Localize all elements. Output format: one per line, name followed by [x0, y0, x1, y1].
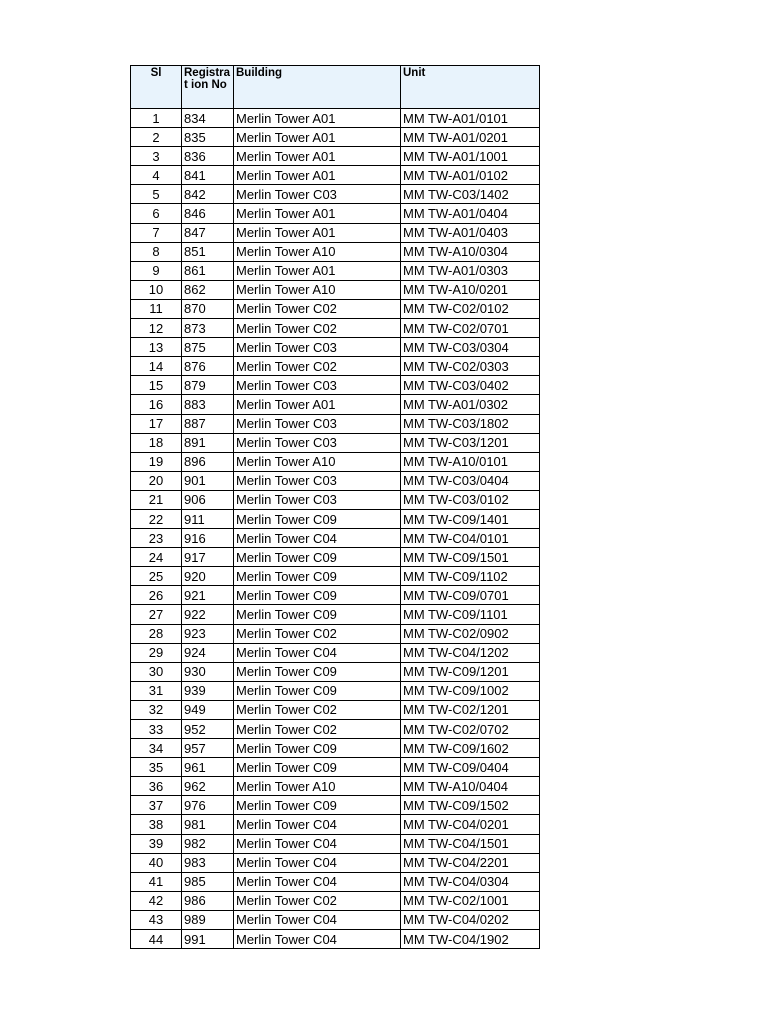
cell-sl: 33	[131, 720, 182, 739]
cell-building: Merlin Tower C02	[234, 319, 401, 338]
table-row	[131, 605, 540, 624]
cell-unit: MM TW-C02/0303	[401, 357, 540, 376]
cell-building: Merlin Tower C09	[234, 739, 401, 758]
table-row	[131, 739, 540, 758]
cell-building: Merlin Tower C09	[234, 509, 401, 528]
cell-unit: MM TW-A01/0404	[401, 204, 540, 223]
cell-unit: MM TW-C04/2201	[401, 853, 540, 872]
cell-building: Merlin Tower A10	[234, 242, 401, 261]
cell-sl: 8	[131, 242, 182, 261]
table-row	[131, 414, 540, 433]
cell-sl: 2	[131, 128, 182, 147]
cell-sl: 13	[131, 338, 182, 357]
cell-registration-no: 906	[182, 490, 234, 509]
cell-registration-no: 887	[182, 414, 234, 433]
cell-building: Merlin Tower C03	[234, 376, 401, 395]
cell-building: Merlin Tower C03	[234, 185, 401, 204]
cell-unit: MM TW-A10/0101	[401, 452, 540, 471]
table-row	[131, 452, 540, 471]
table-row	[131, 700, 540, 719]
cell-registration-no: 939	[182, 681, 234, 700]
cell-registration-no: 911	[182, 509, 234, 528]
cell-unit: MM TW-C04/0201	[401, 815, 540, 834]
cell-building: Merlin Tower C04	[234, 834, 401, 853]
table-row	[131, 586, 540, 605]
cell-sl: 4	[131, 166, 182, 185]
cell-sl: 37	[131, 796, 182, 815]
table-row	[131, 777, 540, 796]
cell-registration-no: 901	[182, 471, 234, 490]
table-row	[131, 261, 540, 280]
table-row	[131, 109, 540, 128]
cell-building: Merlin Tower A01	[234, 204, 401, 223]
cell-registration-no: 921	[182, 586, 234, 605]
table-row	[131, 204, 540, 223]
cell-unit: MM TW-A01/0201	[401, 128, 540, 147]
cell-sl: 25	[131, 567, 182, 586]
cell-building: Merlin Tower A01	[234, 109, 401, 128]
cell-building: Merlin Tower A01	[234, 395, 401, 414]
cell-unit: MM TW-A01/0101	[401, 109, 540, 128]
cell-building: Merlin Tower C04	[234, 853, 401, 872]
cell-sl: 42	[131, 891, 182, 910]
table-row	[131, 930, 540, 949]
cell-building: Merlin Tower C09	[234, 681, 401, 700]
cell-sl: 3	[131, 147, 182, 166]
cell-unit: MM TW-C04/0202	[401, 910, 540, 929]
cell-sl: 6	[131, 204, 182, 223]
cell-unit: MM TW-C03/1201	[401, 433, 540, 452]
cell-sl: 15	[131, 376, 182, 395]
cell-building: Merlin Tower C04	[234, 815, 401, 834]
cell-registration-no: 983	[182, 853, 234, 872]
cell-registration-no: 981	[182, 815, 234, 834]
cell-sl: 11	[131, 299, 182, 318]
table-row	[131, 147, 540, 166]
cell-unit: MM TW-C04/1202	[401, 643, 540, 662]
cell-unit: MM TW-C09/1101	[401, 605, 540, 624]
cell-building: Merlin Tower A01	[234, 166, 401, 185]
cell-sl: 28	[131, 624, 182, 643]
cell-registration-no: 891	[182, 433, 234, 452]
table-row	[131, 758, 540, 777]
cell-sl: 12	[131, 319, 182, 338]
cell-building: Merlin Tower A10	[234, 777, 401, 796]
table-row	[131, 223, 540, 242]
cell-registration-no: 834	[182, 109, 234, 128]
cell-sl: 40	[131, 853, 182, 872]
cell-building: Merlin Tower C03	[234, 490, 401, 509]
cell-unit: MM TW-A01/0302	[401, 395, 540, 414]
cell-registration-no: 836	[182, 147, 234, 166]
cell-building: Merlin Tower C09	[234, 567, 401, 586]
cell-registration-no: 991	[182, 930, 234, 949]
cell-registration-no: 957	[182, 739, 234, 758]
cell-unit: MM TW-C02/1201	[401, 700, 540, 719]
table-row	[131, 166, 540, 185]
header-building: Building	[234, 66, 401, 109]
cell-sl: 24	[131, 548, 182, 567]
cell-unit: MM TW-C04/1501	[401, 834, 540, 853]
cell-unit: MM TW-C02/0902	[401, 624, 540, 643]
cell-building: Merlin Tower C03	[234, 414, 401, 433]
cell-building: Merlin Tower C09	[234, 796, 401, 815]
cell-unit: MM TW-A01/1001	[401, 147, 540, 166]
cell-registration-no: 976	[182, 796, 234, 815]
cell-building: Merlin Tower C02	[234, 891, 401, 910]
table-row	[131, 681, 540, 700]
cell-sl: 21	[131, 490, 182, 509]
cell-building: Merlin Tower A01	[234, 223, 401, 242]
cell-sl: 10	[131, 280, 182, 299]
cell-sl: 1	[131, 109, 182, 128]
cell-building: Merlin Tower C03	[234, 433, 401, 452]
header-unit: Unit	[401, 66, 540, 109]
cell-sl: 19	[131, 452, 182, 471]
cell-building: Merlin Tower A01	[234, 128, 401, 147]
table-row	[131, 662, 540, 681]
cell-sl: 27	[131, 605, 182, 624]
cell-building: Merlin Tower C02	[234, 720, 401, 739]
table-row	[131, 433, 540, 452]
cell-sl: 34	[131, 739, 182, 758]
table-row	[131, 128, 540, 147]
cell-registration-no: 930	[182, 662, 234, 681]
cell-sl: 44	[131, 930, 182, 949]
header-row	[131, 66, 540, 109]
cell-sl: 36	[131, 777, 182, 796]
cell-building: Merlin Tower C09	[234, 662, 401, 681]
cell-building: Merlin Tower C09	[234, 758, 401, 777]
cell-unit: MM TW-A10/0404	[401, 777, 540, 796]
cell-sl: 22	[131, 509, 182, 528]
cell-unit: MM TW-C04/1902	[401, 930, 540, 949]
cell-registration-no: 896	[182, 452, 234, 471]
cell-building: Merlin Tower C04	[234, 872, 401, 891]
header-registration-no: Registrat ion No	[182, 66, 234, 109]
cell-building: Merlin Tower C04	[234, 930, 401, 949]
cell-sl: 26	[131, 586, 182, 605]
cell-sl: 38	[131, 815, 182, 834]
cell-sl: 23	[131, 529, 182, 548]
cell-sl: 18	[131, 433, 182, 452]
cell-sl: 9	[131, 261, 182, 280]
cell-building: Merlin Tower A01	[234, 147, 401, 166]
cell-sl: 39	[131, 834, 182, 853]
cell-unit: MM TW-C09/1502	[401, 796, 540, 815]
cell-sl: 14	[131, 357, 182, 376]
cell-unit: MM TW-C03/0404	[401, 471, 540, 490]
cell-unit: MM TW-C02/0702	[401, 720, 540, 739]
cell-sl: 5	[131, 185, 182, 204]
table-row	[131, 338, 540, 357]
table-row	[131, 624, 540, 643]
cell-sl: 32	[131, 700, 182, 719]
table-body	[131, 109, 540, 949]
cell-building: Merlin Tower C02	[234, 299, 401, 318]
cell-sl: 35	[131, 758, 182, 777]
table-row	[131, 529, 540, 548]
cell-sl: 31	[131, 681, 182, 700]
cell-registration-no: 847	[182, 223, 234, 242]
cell-registration-no: 835	[182, 128, 234, 147]
cell-unit: MM TW-A01/0303	[401, 261, 540, 280]
table-row	[131, 319, 540, 338]
cell-unit: MM TW-C02/1001	[401, 891, 540, 910]
cell-building: Merlin Tower A10	[234, 452, 401, 471]
cell-building: Merlin Tower C02	[234, 357, 401, 376]
table-row	[131, 643, 540, 662]
cell-registration-no: 985	[182, 872, 234, 891]
cell-building: Merlin Tower A01	[234, 261, 401, 280]
cell-unit: MM TW-A01/0403	[401, 223, 540, 242]
table-row	[131, 242, 540, 261]
cell-unit: MM TW-C09/1102	[401, 567, 540, 586]
cell-building: Merlin Tower C03	[234, 471, 401, 490]
cell-registration-no: 851	[182, 242, 234, 261]
table-row	[131, 376, 540, 395]
cell-building: Merlin Tower C04	[234, 643, 401, 662]
cell-sl: 29	[131, 643, 182, 662]
cell-unit: MM TW-C09/1501	[401, 548, 540, 567]
cell-unit: MM TW-C02/0701	[401, 319, 540, 338]
table-row	[131, 910, 540, 929]
cell-registration-no: 924	[182, 643, 234, 662]
cell-registration-no: 920	[182, 567, 234, 586]
cell-sl: 41	[131, 872, 182, 891]
table-row	[131, 567, 540, 586]
table-header	[131, 66, 540, 109]
table-row	[131, 548, 540, 567]
cell-registration-no: 861	[182, 261, 234, 280]
table-row	[131, 796, 540, 815]
cell-building: Merlin Tower C09	[234, 548, 401, 567]
cell-registration-no: 883	[182, 395, 234, 414]
cell-unit: MM TW-C09/1401	[401, 509, 540, 528]
cell-sl: 30	[131, 662, 182, 681]
cell-registration-no: 879	[182, 376, 234, 395]
cell-registration-no: 961	[182, 758, 234, 777]
table-row	[131, 299, 540, 318]
table-row	[131, 891, 540, 910]
table-row	[131, 720, 540, 739]
cell-unit: MM TW-C02/0102	[401, 299, 540, 318]
cell-registration-no: 986	[182, 891, 234, 910]
cell-unit: MM TW-C09/0701	[401, 586, 540, 605]
cell-registration-no: 873	[182, 319, 234, 338]
cell-unit: MM TW-C03/0402	[401, 376, 540, 395]
cell-building: Merlin Tower C02	[234, 624, 401, 643]
cell-building: Merlin Tower C09	[234, 586, 401, 605]
cell-registration-no: 962	[182, 777, 234, 796]
table-row	[131, 185, 540, 204]
cell-sl: 20	[131, 471, 182, 490]
table-row	[131, 834, 540, 853]
table-row	[131, 815, 540, 834]
cell-unit: MM TW-C03/1402	[401, 185, 540, 204]
cell-unit: MM TW-C03/0102	[401, 490, 540, 509]
cell-registration-no: 842	[182, 185, 234, 204]
cell-registration-no: 870	[182, 299, 234, 318]
cell-unit: MM TW-A10/0201	[401, 280, 540, 299]
table-row	[131, 395, 540, 414]
cell-unit: MM TW-C04/0101	[401, 529, 540, 548]
header-sl: Sl	[131, 66, 182, 109]
table-row	[131, 872, 540, 891]
cell-building: Merlin Tower C04	[234, 910, 401, 929]
cell-unit: MM TW-C09/1602	[401, 739, 540, 758]
cell-registration-no: 876	[182, 357, 234, 376]
cell-unit: MM TW-A10/0304	[401, 242, 540, 261]
cell-registration-no: 982	[182, 834, 234, 853]
cell-registration-no: 922	[182, 605, 234, 624]
table-row	[131, 490, 540, 509]
cell-registration-no: 862	[182, 280, 234, 299]
cell-unit: MM TW-C09/0404	[401, 758, 540, 777]
cell-registration-no: 916	[182, 529, 234, 548]
cell-registration-no: 949	[182, 700, 234, 719]
cell-unit: MM TW-C09/1002	[401, 681, 540, 700]
cell-registration-no: 841	[182, 166, 234, 185]
cell-registration-no: 875	[182, 338, 234, 357]
table-row	[131, 509, 540, 528]
registration-table	[130, 65, 540, 949]
cell-building: Merlin Tower C09	[234, 605, 401, 624]
cell-unit: MM TW-C04/0304	[401, 872, 540, 891]
table-row	[131, 280, 540, 299]
cell-sl: 17	[131, 414, 182, 433]
table-row	[131, 357, 540, 376]
cell-building: Merlin Tower C03	[234, 338, 401, 357]
cell-sl: 43	[131, 910, 182, 929]
cell-unit: MM TW-C03/1802	[401, 414, 540, 433]
cell-registration-no: 917	[182, 548, 234, 567]
cell-unit: MM TW-C03/0304	[401, 338, 540, 357]
cell-registration-no: 952	[182, 720, 234, 739]
cell-registration-no: 989	[182, 910, 234, 929]
cell-building: Merlin Tower A10	[234, 280, 401, 299]
cell-sl: 16	[131, 395, 182, 414]
table-row	[131, 471, 540, 490]
table-row	[131, 853, 540, 872]
cell-unit: MM TW-C09/1201	[401, 662, 540, 681]
cell-building: Merlin Tower C04	[234, 529, 401, 548]
cell-registration-no: 846	[182, 204, 234, 223]
cell-unit: MM TW-A01/0102	[401, 166, 540, 185]
cell-building: Merlin Tower C02	[234, 700, 401, 719]
cell-registration-no: 923	[182, 624, 234, 643]
cell-sl: 7	[131, 223, 182, 242]
